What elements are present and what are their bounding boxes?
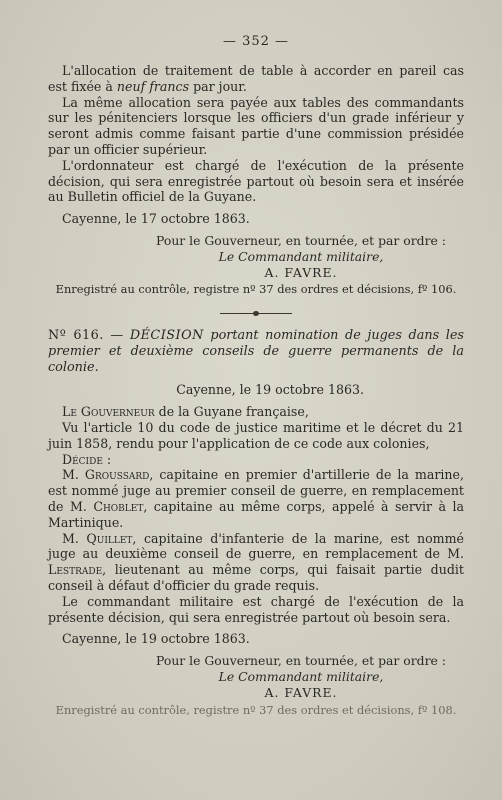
text-run: de la Guyane française, [154,404,309,420]
decision-number: Nº 616. [48,328,104,344]
text-run: , capitaine d'infanterie de la marine, est nommé juge au deuxième conseil de guerre, en remplacement de [48,530,464,562]
person-name: M. Quillet [62,530,133,546]
article-3-paragraph: Le commandant militaire est chargé de l'exécution de la présente décision, qui sera enregistrée partout où besoin sera. [48,593,464,625]
dash: — [103,328,130,344]
decision-signature-block [48,653,464,700]
allocation-extension-paragraph: La même allocation sera payée aux tables des commandants sur les pénitenciers lorsque les officiers d'un grade inférieur y seront admis comme faisant partie d'une commission présidée par un officier supérieur. [48,94,464,157]
signature-line: Pour le Gouverneur, en tournée, et par ordre : [156,232,446,248]
page-number: — 352 — [222,34,290,49]
text-run: L'allocation de traitement de table à accorder en pareil cas est fixée à [48,63,464,94]
prev-dateline: Cayenne, le 17 octobre 1863. [62,211,250,227]
decision-keyword: DÉCISION [129,328,204,344]
italic-amount: neuf francs [116,78,190,94]
decide-heading: Décide : [62,451,112,467]
governor-line [48,404,464,420]
decision-title: portant nomination de juges dans les premier et deuxième conseils de guerre permanents de la colonie. [48,328,464,376]
decision-heading [48,328,464,376]
person-name: M. Groussard [62,467,150,483]
text-run: par jour. [189,78,247,94]
decision-dateline: Cayenne, le 19 octobre 1863. [176,382,364,398]
text-run: , capitaine en premier d'artillerie de la marine, est nommé juge au premier conseil de guerre, en remplacement de [48,467,464,514]
text-run: , capitaine au même corps, appelé à servir à la Martinique. [48,498,464,530]
signature-name: A. FAVRE. [264,684,338,700]
signature-line: Pour le Gouverneur, en tournée, et par ordre : [156,653,446,669]
prev-signature-block [48,233,464,280]
execution-paragraph: L'ordonnateur est chargé de l'exécution de la présente décision, qui sera enregistrée partout où besoin sera et insérée au Bulletin officiel de la Guyane. [48,157,464,205]
signature-title: Le Commandant militaire, [218,248,384,264]
decision-registry-note: Enregistré au contrôle, registre nº 37 des ordres et décisions, fº 108. [55,702,457,717]
article-1-paragraph [48,467,464,530]
vu-paragraph: Vu l'article 10 du code de justice maritime et le décret du 21 juin 1858, rendu pour l'application de ce code aux colonies, [48,419,464,451]
signature-name: A. FAVRE. [264,264,338,280]
prev-registry-note: Enregistré au contrôle, registre nº 37 des ordres et décisions, fº 106. [55,282,457,297]
person-name: M. Lestrade [48,546,464,578]
article-2-paragraph [48,531,464,594]
governor-title: Le Gouverneur [62,404,155,420]
signature-title: Le Commandant militaire, [218,668,384,684]
person-name: M. Choblet [69,498,144,514]
closing-dateline: Cayenne, le 19 octobre 1863. [62,631,250,647]
section-divider [220,313,292,314]
text-run: , lieutenant au même corps, qui faisait partie dudit conseil à défaut d'officier du grade requis. [48,562,464,593]
allocation-paragraph [48,63,464,95]
